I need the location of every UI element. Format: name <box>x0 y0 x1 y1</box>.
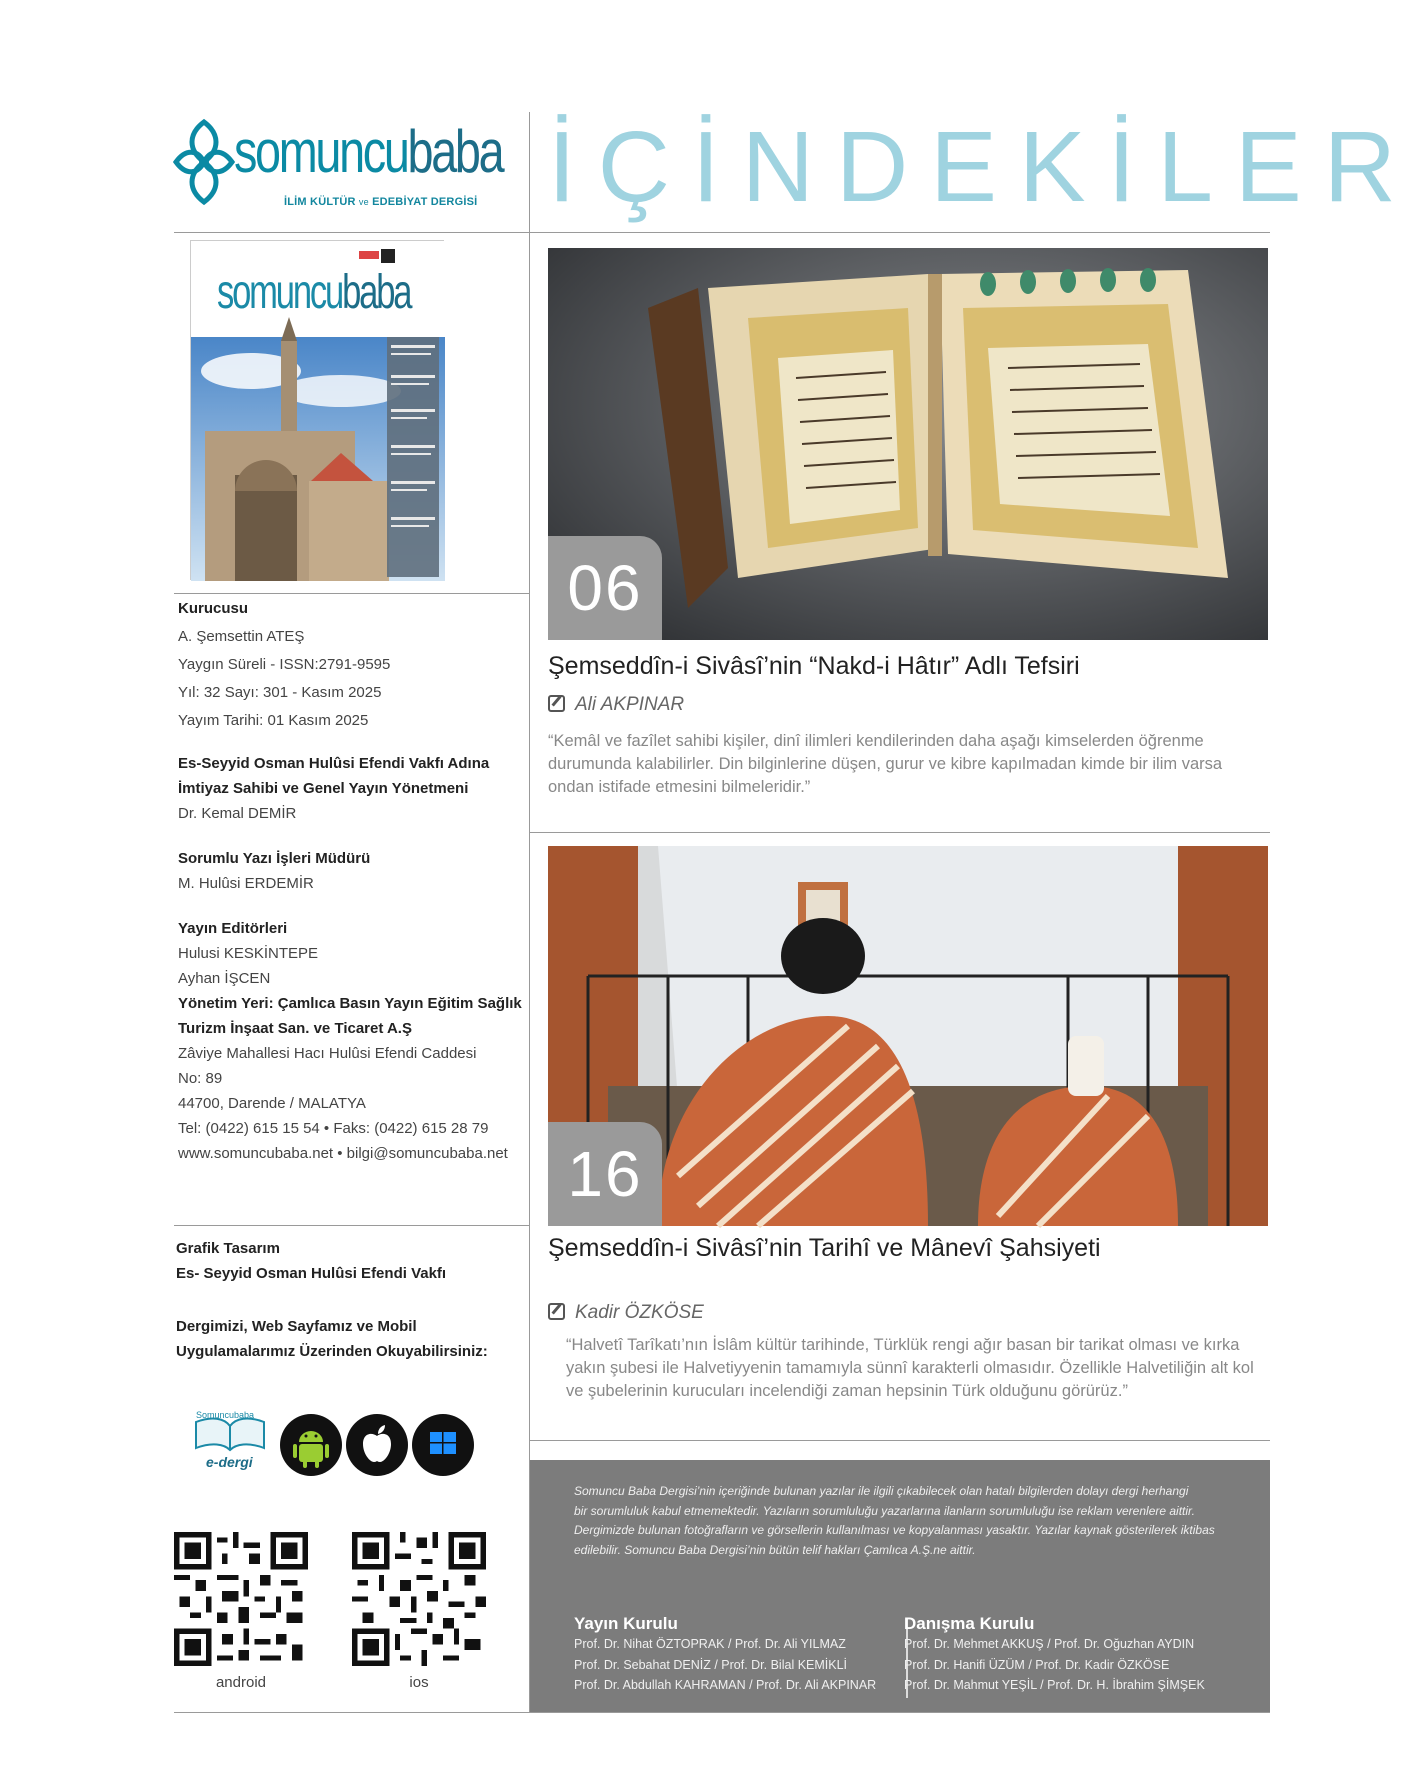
article-2-author: Kadir ÖZKÖSE <box>548 1302 704 1324</box>
management-label: Yönetim Yeri: Çamlıca Basın Yayın Eğitim Sağlık <box>178 995 522 1012</box>
footer-info-box <box>530 1460 1270 1712</box>
article-1-page-number: 06 <box>548 536 662 640</box>
editorial-board: Yayın Kurulu Prof. Dr. Nihat ÖZTOPRAK / Prof. Dr. Ali YILMAZ Prof. Dr. Sebahat DENİZ / Prof. Dr. Bilal KEMİKLİ Prof. Dr. Abdullah KAHRAMAN / Prof. Dr. Ali AKPINAR <box>574 1614 877 1692</box>
edergi-top-label: Somuncubaba <box>196 1410 255 1420</box>
logo-subtitle: İLİM KÜLTÜR ve EDEBİYAT DERGİSİ <box>284 196 478 208</box>
address-line: 44700, Darende / MALATYA <box>178 1095 366 1112</box>
magazine-cover-thumbnail[interactable] <box>190 240 444 580</box>
design-credit <box>176 1236 488 1364</box>
android-app-button[interactable] <box>280 1414 342 1476</box>
web-email[interactable]: www.somuncubaba.net • bilgi@somuncubaba.net <box>178 1145 508 1162</box>
imprint-divider <box>174 1225 530 1226</box>
windows-icon <box>412 1414 474 1476</box>
apps-text: Dergimizi, Web Sayfamız ve Mobil <box>176 1318 417 1335</box>
edergi-button[interactable] <box>192 1412 268 1476</box>
cover-divider <box>174 593 530 594</box>
design-label: Grafik Tasarım <box>176 1240 280 1257</box>
ios-app-button[interactable] <box>346 1414 408 1476</box>
magazine-logo <box>172 112 512 212</box>
owner-name: Dr. Kemal DEMİR <box>178 805 297 822</box>
periodical-info: Yaygın Süreli - ISSN:2791-9595 <box>178 656 391 673</box>
founder-label: Kurucusu <box>178 600 249 617</box>
editor-in-chief-label: Sorumlu Yazı İşleri Müdürü <box>178 850 371 867</box>
page-title: İÇİNDEKİLER <box>548 111 1418 223</box>
qr-code-ios[interactable] <box>352 1532 486 1666</box>
article-1-title[interactable]: Şemseddîn-i Sivâsî’nin “Nakd-i Hâtır” Adlı Tefsiri <box>548 652 1080 680</box>
article-2-page-number: 16 <box>548 1122 662 1226</box>
owner-label: Es-Seyyid Osman Hulûsi Efendi Vakfı Adına <box>178 755 490 772</box>
owner-title: İmtiyaz Sahibi ve Genel Yayın Yönetmeni <box>178 780 469 797</box>
editor-name: Hulusi KESKİNTEPE <box>178 945 319 962</box>
editor-name: Ayhan İŞCEN <box>178 970 271 987</box>
editorial-board-title: Yayın Kurulu <box>574 1614 678 1633</box>
logo-wordmark: somuncubaba <box>234 118 503 185</box>
address-line: Zâviye Mahallesi Hacı Hulûsi Efendi Caddesi <box>178 1045 477 1062</box>
disclaimer-text: Somuncu Baba Dergisi’nin içeriğinde bulunan yazılar ile ilgili çıkabilecek olan hatalı bilgilerden dolayı dergi herhangi bir sorumluluk kabul etmemektedir. Yazıların sorumluluğu yazarlarına ilanların sorumluluğu ise reklam verenlere aittir. Dergimizde bulunan fotoğrafların ve görsellerin kullanılması ve kopyalanması yasaktır. Yazılar kaynak gösterilerek iktibas edilebilir. Somuncu Baba Dergisi’nin bütün telif hakları Çamlıca A.Ş.ne aittir. <box>574 1484 1215 1557</box>
publication-date: Yayım Tarihi: 01 Kasım 2025 <box>178 712 369 729</box>
issue-info: Yıl: 32 Sayı: 301 - Kasım 2025 <box>178 684 382 701</box>
qr-icon <box>352 1532 486 1666</box>
qr-android-label: android <box>215 1674 267 1691</box>
header-divider <box>174 232 1270 233</box>
pen-icon <box>548 695 565 712</box>
qr-icon <box>174 1532 308 1666</box>
qr-code-android[interactable] <box>174 1532 308 1666</box>
editors-label: Yayın Editörleri <box>178 920 288 937</box>
advisory-board: Danışma Kurulu Prof. Dr. Mehmet AKKUŞ / Prof. Dr. Oğuzhan AYDIN Prof. Dr. Hanifi ÜZÜM / Prof. Dr. Kadir ÖZKÖSE Prof. Dr. Mahmut YEŞİL / Prof. Dr. H. İbrahim ŞİMŞEK <box>904 1614 1205 1692</box>
android-icon <box>280 1414 342 1476</box>
cover-logo: somuncubaba <box>217 266 411 319</box>
address-line: No: 89 <box>178 1070 223 1087</box>
article-divider <box>530 832 1270 833</box>
qr-ios-label: ios <box>409 1674 429 1691</box>
edergi-label: e-dergi <box>206 1454 253 1470</box>
management-company: Turizm İnşaat San. ve Ticaret A.Ş <box>178 1020 412 1037</box>
apps-text: Uygulamalarımız Üzerinden Okuyabilirsiniz: <box>176 1343 488 1360</box>
pen-icon <box>548 1303 565 1320</box>
editor-in-chief-name: M. Hulûsi ERDEMİR <box>178 875 314 892</box>
ornament-logo-icon <box>172 116 236 208</box>
founder-name: A. Şemsettin ATEŞ <box>178 628 305 645</box>
article-divider-2 <box>530 1440 1270 1441</box>
article-2-quote: “Halvetî Tarîkatı’nın İslâm kültür tarihinde, Türklük rengi ağır basan bir tarikat olması ve kırka yakın şubesi ile Halvetiyyenin tamamıyla sünnî karakterli olmasıdır. Özellikle Halvetiliğin alt kol ve şubelerinin kurucuları incelendiği zaman hepsinin Türk olduğunu görürüz.” <box>566 1336 1254 1400</box>
article-2-title[interactable]: Şemseddîn-i Sivâsî’nin Tarihî ve Mânevî Şahsiyeti <box>548 1234 1101 1262</box>
windows-app-button[interactable] <box>412 1414 474 1476</box>
apple-icon <box>346 1414 408 1476</box>
phone-fax: Tel: (0422) 615 15 54 • Faks: (0422) 615 28 79 <box>178 1120 489 1137</box>
bottom-divider <box>174 1712 1270 1713</box>
design-name: Es- Seyyid Osman Hulûsi Efendi Vakfı <box>176 1265 447 1282</box>
article-1-quote: “Kemâl ve fazîlet sahibi kişiler, dinî ilimleri kendilerinden daha aşağı kimselerden öğrenme durumunda kalabilirler. Din bilginlerine düşen, gurur ve kibre kapılmadan kimde bir ilim varsa ondan istifade etmesini bilmeleridir.” <box>548 732 1223 796</box>
imprint-block <box>178 596 522 1166</box>
article-1-author: Ali AKPINAR <box>548 694 684 716</box>
advisory-board-title: Danışma Kurulu <box>904 1614 1035 1633</box>
